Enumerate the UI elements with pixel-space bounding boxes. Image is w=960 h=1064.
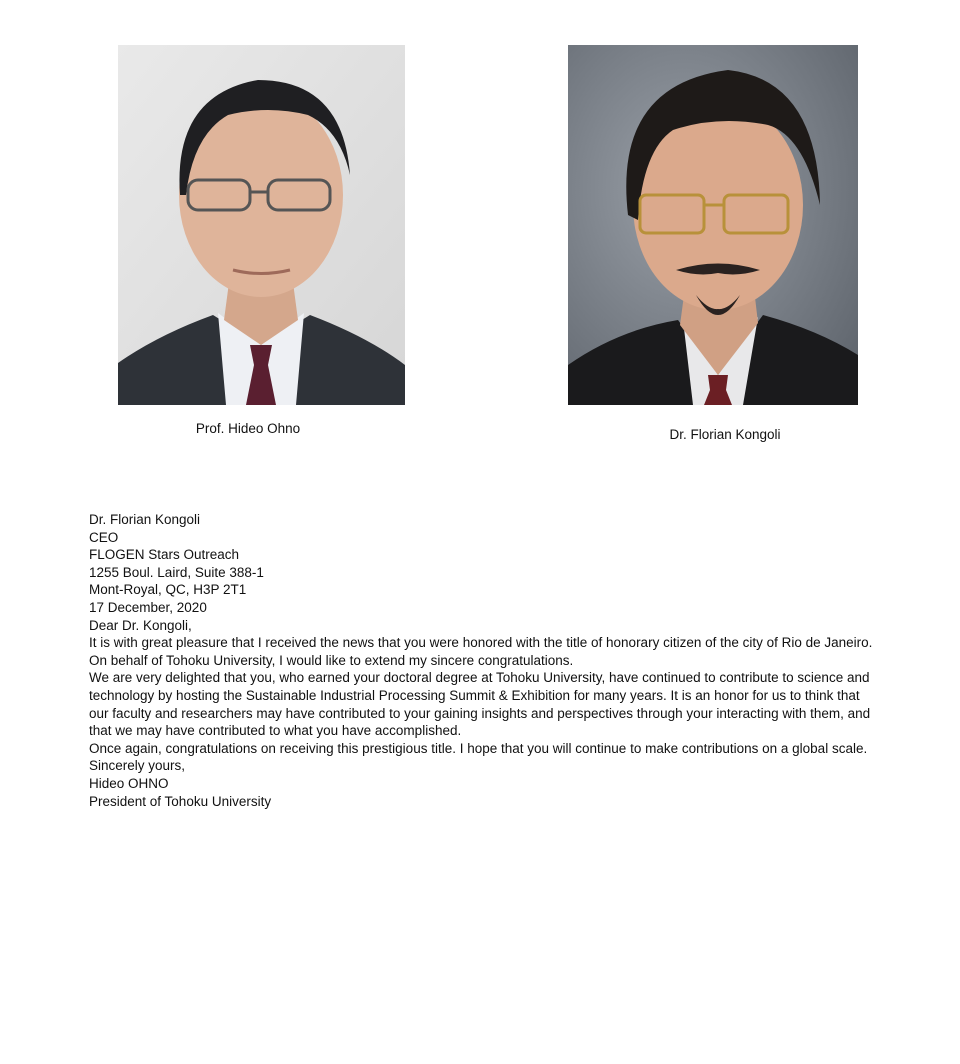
- recipient-address-line-2: Mont-Royal, QC, H3P 2T1: [89, 582, 247, 598]
- recipient-title: CEO: [89, 529, 119, 545]
- signature-name: Hideo OHNO: [89, 775, 169, 791]
- photo-caption-ohno: Prof. Hideo Ohno: [195, 421, 301, 436]
- portrait-image: [568, 45, 858, 405]
- letter-date: 17 December, 2020: [89, 599, 207, 615]
- portrait-image: [118, 45, 405, 405]
- paragraph: Once again, congratulations on receiving this prestigious title. I hope that you will continue to make contributions on a global scale.: [89, 740, 868, 756]
- recipient-address: [89, 511, 879, 599]
- paragraph: It is with great pleasure that I received the news that you were honored with the title of honorary citizen of the city of Rio de Janeiro. On behalf of Tohoku University, I would like to extend my sincere congratulations.: [89, 635, 873, 668]
- salutation: Dear Dr. Kongoli,: [89, 617, 192, 633]
- closing: Sincerely yours,: [89, 758, 186, 774]
- signature-block: [89, 775, 879, 810]
- letter-body: [89, 511, 879, 810]
- recipient-name: Dr. Florian Kongoli: [89, 512, 201, 527]
- recipient-address-line-1: 1255 Boul. Laird, Suite 388-1: [89, 564, 264, 580]
- signature-position: President of Tohoku University: [89, 793, 272, 809]
- portrait-photo-hideo-ohno: [118, 45, 405, 405]
- paragraph: We are very delighted that you, who earned your doctoral degree at Tohoku University, have continued to contribute to science and technology by hosting the Sustainable Industrial Processing Summit & Exhibition for many years. It is an honor for us to think that our faculty and researchers may have contributed to your gaining insights and perspectives through your interacting with them, and that we may have contributed to what you have accomplished.: [89, 670, 871, 739]
- recipient-organization: FLOGEN Stars Outreach: [89, 547, 240, 563]
- portrait-photo-florian-kongoli: [568, 45, 858, 405]
- photo-caption-kongoli: Dr. Florian Kongoli: [669, 427, 781, 442]
